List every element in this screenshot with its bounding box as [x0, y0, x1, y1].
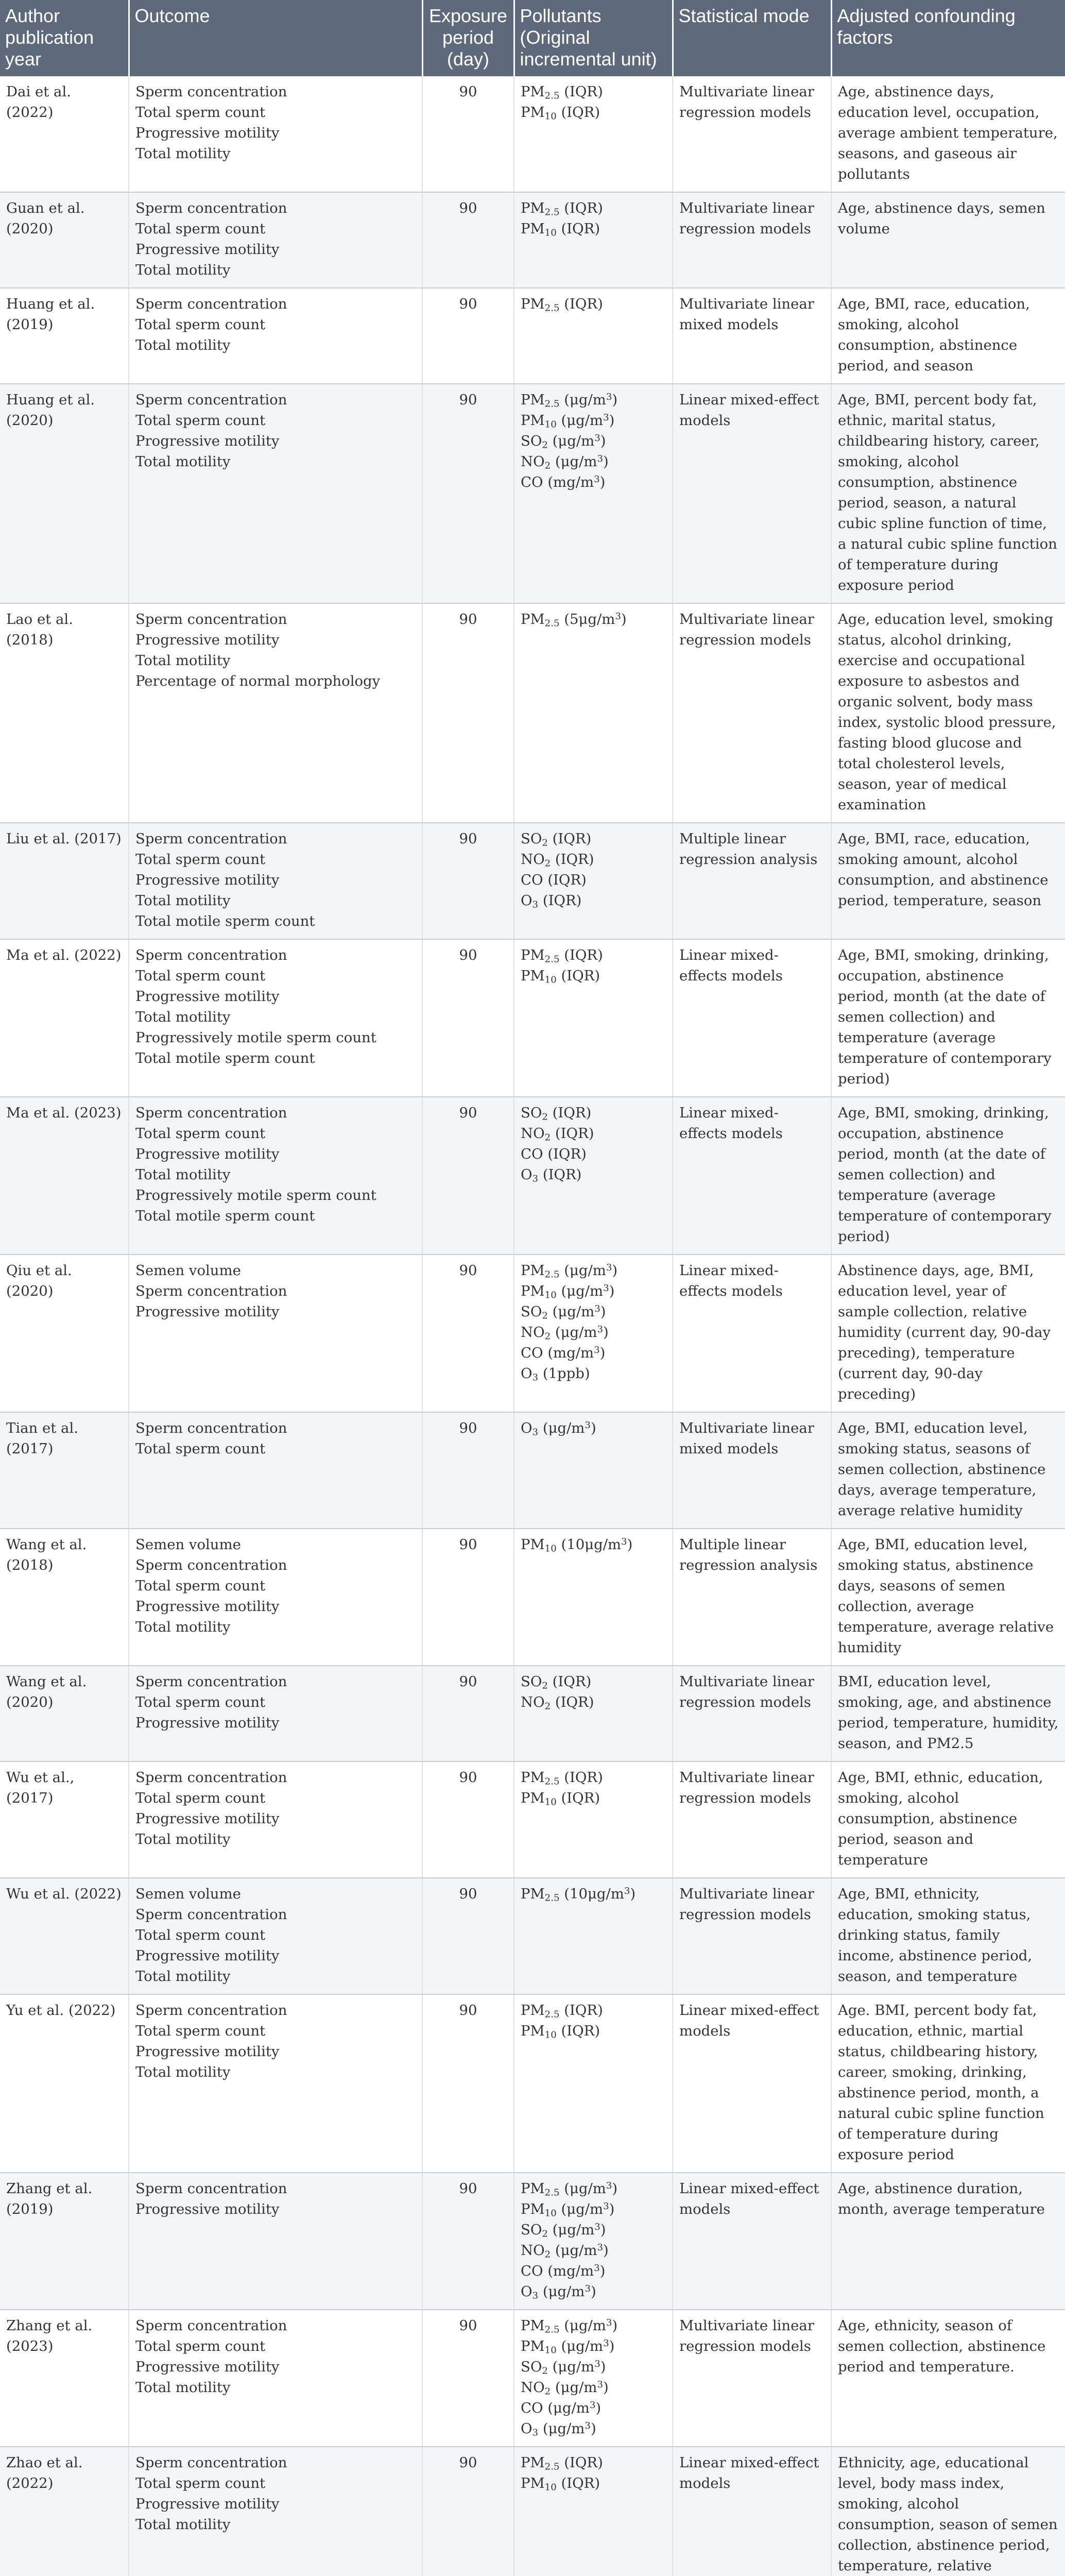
- outcome-item: Total motility: [135, 892, 231, 909]
- outcome-item: Progressive motility: [135, 2359, 280, 2375]
- exposure-period-cell: 90: [422, 76, 514, 192]
- statistical-mode-cell: Linear mixed-effects models: [673, 1097, 831, 1255]
- statistical-mode-cell: Multivariate linear regression models: [673, 1878, 831, 1994]
- pollutant-item: $SO_2$ $(\mu g/m^3)$: [521, 2221, 606, 2240]
- pollutant-item: $PM_{10}$ (IQR): [521, 104, 600, 122]
- statistical-mode-cell: Multivariate linear regression models: [673, 603, 831, 823]
- pollutant-item: $NO_2$ (IQR): [521, 851, 594, 869]
- author-cell: Wang et al. (2018): [0, 1529, 129, 1666]
- exposure-period-cell: 90: [422, 1878, 514, 1994]
- outcome-item: Progressive motility: [135, 1810, 280, 1827]
- pollutants-cell: [514, 192, 673, 288]
- outcome-item: Sperm concentration: [135, 1420, 287, 1436]
- outcome-item: Sperm concentration: [135, 1283, 287, 1299]
- table-header: [0, 0, 1065, 76]
- pollutant-item: $PM_{2.5}$ (IQR): [521, 2454, 603, 2472]
- outcome-item: Total motility: [135, 2516, 231, 2533]
- author-cell: Zhao et al. (2022): [0, 2447, 129, 2576]
- pollutant-item: $PM_{10}$ $(\mu g/m^3)$: [521, 1282, 615, 1301]
- pollutants-cell: [514, 288, 673, 384]
- statistical-mode-cell: Multivariate linear mixed models: [673, 288, 831, 384]
- outcome-item: Total sperm count: [135, 316, 266, 333]
- author-cell: Lao et al. (2018): [0, 603, 129, 823]
- outcome-cell: [129, 288, 422, 384]
- pollutants-cell: [514, 1412, 673, 1529]
- pollutants-cell: [514, 939, 673, 1097]
- pollutant-item: $PM_{2.5}$ (IQR): [521, 200, 603, 218]
- table-row: [0, 1097, 1065, 1255]
- outcome-item: Sperm concentration: [135, 83, 287, 100]
- statistical-mode-cell: Multivariate linear mixed models: [673, 1412, 831, 1529]
- outcome-item: Progressive motility: [135, 2043, 280, 2060]
- table-row: [0, 603, 1065, 823]
- statistical-mode-cell: Linear mixed-effect models: [673, 2447, 831, 2576]
- pollutants-cell: [514, 76, 673, 192]
- pollutant-item: CO $(mg/m^3)$: [521, 2262, 606, 2279]
- outcome-cell: [129, 2447, 422, 2576]
- pollutant-item: $PM_{2.5}$ $(\mu g/m^3)$: [521, 2317, 618, 2335]
- col-header-exposure-period: Exposure period (day): [422, 0, 514, 76]
- author-cell: Huang et al. (2019): [0, 288, 129, 384]
- pollutant-item: $PM_{10}$ $(\mu g/m^3)$: [521, 412, 615, 430]
- outcome-cell: [129, 76, 422, 192]
- outcome-item: Total motile sperm count: [135, 1050, 315, 1066]
- outcome-item: Total motility: [135, 337, 231, 353]
- outcome-item: Total sperm count: [135, 2338, 266, 2354]
- outcome-item: Total motility: [135, 2379, 231, 2396]
- exposure-period-cell: 90: [422, 192, 514, 288]
- pollutant-item: CO $(mg/m^3)$: [521, 1344, 606, 1361]
- author-cell: Zhang et al. (2023): [0, 2310, 129, 2447]
- statistical-mode-cell: Linear mixed-effect models: [673, 2173, 831, 2310]
- col-header-author: Author publication year: [0, 0, 129, 76]
- pollutant-item: $NO_2$ (IQR): [521, 1694, 594, 1712]
- outcome-item: Total sperm count: [135, 968, 266, 984]
- table-row: [0, 76, 1065, 192]
- outcome-item: Progressive motility: [135, 1303, 280, 1320]
- adjusted-factors-cell: BMI, education level, smoking, age, and abstinence period, temperature, humidity, season, and PM2.5: [831, 1666, 1065, 1761]
- table-row: [0, 1412, 1065, 1529]
- outcome-cell: [129, 2173, 422, 2310]
- exposure-period-cell: 90: [422, 1529, 514, 1666]
- outcome-item: Sperm concentration: [135, 2002, 287, 2019]
- pollutant-item: $PM_{2.5}$ $(5\mu g/m^3)$: [521, 611, 627, 629]
- exposure-period-cell: 90: [422, 288, 514, 384]
- table-row: [0, 823, 1065, 939]
- pollutant-item: $SO_2$ (IQR): [521, 1105, 592, 1123]
- pollutant-item: $PM_{2.5}$ $(\mu g/m^3)$: [521, 391, 618, 410]
- statistical-mode-cell: Multiple linear regression analysis: [673, 823, 831, 939]
- outcome-item: Sperm concentration: [135, 831, 287, 847]
- exposure-period-cell: 90: [422, 1994, 514, 2173]
- outcome-cell: [129, 1994, 422, 2173]
- outcome-item: Progressive motility: [135, 632, 280, 648]
- author-cell: Ma et al. (2023): [0, 1097, 129, 1255]
- author-cell: Wang et al. (2020): [0, 1666, 129, 1761]
- author-cell: Dai et al. (2022): [0, 76, 129, 192]
- author-cell: Yu et al. (2022): [0, 1994, 129, 2173]
- outcome-item: Total motility: [135, 1619, 231, 1635]
- outcome-item: Total motility: [135, 262, 231, 278]
- outcome-item: Total sperm count: [135, 412, 266, 429]
- pollutant-item: $PM_{2.5}$ $(\mu g/m^3)$: [521, 2180, 618, 2198]
- outcome-item: Progressive motility: [135, 1947, 280, 1964]
- col-header-pollutants: Pollutants (Original incremental unit): [514, 0, 673, 76]
- exposure-period-cell: 90: [422, 2310, 514, 2447]
- pollutant-item: $PM_{10}$ (IQR): [521, 2023, 600, 2041]
- outcome-item: Sperm concentration: [135, 947, 287, 963]
- outcome-item: Progressive motility: [135, 2201, 280, 2217]
- pollutant-item: $PM_{10}$ (IQR): [521, 2475, 600, 2493]
- outcome-item: Progressive motility: [135, 1146, 280, 1162]
- outcome-item: Total motility: [135, 1166, 231, 1183]
- pollutant-item: $PM_{10}$ (IQR): [521, 221, 600, 239]
- outcome-item: Progressive motility: [135, 125, 280, 141]
- outcome-item: Progressive motility: [135, 872, 280, 888]
- pollutants-cell: [514, 1666, 673, 1761]
- adjusted-factors-cell: Age, ethnicity, season of semen collection, abstinence period and temperature.: [831, 2310, 1065, 2447]
- table-body: [0, 76, 1065, 2576]
- author-cell: Wu et al., (2017): [0, 1761, 129, 1878]
- outcome-item: Total sperm count: [135, 104, 266, 121]
- adjusted-factors-cell: Age, BMI, race, education, smoking, alcohol consumption, abstinence period, and season: [831, 288, 1065, 384]
- pollutant-item: $PM_{2.5}$ (IQR): [521, 83, 603, 101]
- statistical-mode-cell: Linear mixed-effect models: [673, 1994, 831, 2173]
- pollutants-cell: [514, 603, 673, 823]
- adjusted-factors-cell: Age, abstinence days, education level, occupation, average ambient temperature, seasons, and gaseous air pollutants: [831, 76, 1065, 192]
- pollutants-cell: [514, 823, 673, 939]
- adjusted-factors-cell: Age, BMI, ethnicity, education, smoking status, drinking status, family income, abstinence period, season, and temperature: [831, 1878, 1065, 1994]
- outcome-item: Total motility: [135, 1831, 231, 1848]
- adjusted-factors-cell: Age, BMI, education level, smoking status, seasons of semen collection, abstinence days, average temperature, average relative humidity: [831, 1412, 1065, 1529]
- adjusted-factors-cell: Age, BMI, smoking, drinking, occupation, abstinence period, month (at the date of semen collection) and temperature (average temperature of contemporary period): [831, 939, 1065, 1097]
- outcome-item: Sperm concentration: [135, 2317, 287, 2334]
- pollutants-cell: [514, 1761, 673, 1878]
- table-row: [0, 288, 1065, 384]
- pollutant-item: $PM_{10}$ $(\mu g/m^3)$: [521, 2200, 615, 2219]
- outcome-item: Sperm concentration: [135, 296, 287, 312]
- outcome-cell: [129, 1666, 422, 1761]
- pollutant-item: $PM_{2.5}$ (IQR): [521, 1769, 603, 1787]
- table-row: [0, 2173, 1065, 2310]
- pollutants-cell: [514, 2447, 673, 2576]
- outcome-item: Sperm concentration: [135, 1673, 287, 1690]
- col-header-adjusted-factors: Adjusted confounding factors: [831, 0, 1065, 76]
- pollutant-item: $PM_{10}$ (IQR): [521, 1790, 600, 1808]
- author-cell: Guan et al. (2020): [0, 192, 129, 288]
- pollutants-cell: [514, 1878, 673, 1994]
- outcome-cell: [129, 603, 422, 823]
- pollutants-cell: [514, 384, 673, 603]
- adjusted-factors-cell: Age, BMI, smoking, drinking, occupation, abstinence period, month (at the date of semen collection) and temperature (average temperature of contemporary period): [831, 1097, 1065, 1255]
- pollutant-item: $PM_{2.5}$ $(10\mu g/m^3)$: [521, 1885, 636, 1904]
- outcome-cell: [129, 384, 422, 603]
- outcome-item: Semen volume: [135, 1886, 241, 1902]
- exposure-period-cell: 90: [422, 1097, 514, 1255]
- table-row: [0, 1529, 1065, 1666]
- outcome-item: Total sperm count: [135, 221, 266, 237]
- outcome-cell: [129, 1761, 422, 1878]
- col-header-statistical-mode: Statistical mode: [673, 0, 831, 76]
- outcome-cell: [129, 1529, 422, 1666]
- pollutants-cell: [514, 1097, 673, 1255]
- statistical-mode-cell: Multivariate linear regression models: [673, 2310, 831, 2447]
- outcome-item: Total motility: [135, 2064, 231, 2080]
- statistical-mode-cell: Linear mixed-effects models: [673, 939, 831, 1097]
- table-row: [0, 2447, 1065, 2576]
- pollutant-item: CO (IQR): [521, 1146, 587, 1162]
- pollutants-cell: [514, 1529, 673, 1666]
- adjusted-factors-cell: Age, BMI, percent body fat, ethnic, marital status, childbearing history, career, smoking, alcohol consumption, abstinence period, season, a natural cubic spline function of time, a natural cubic spline function of temperature during exposure period: [831, 384, 1065, 603]
- pollutants-cell: [514, 1255, 673, 1412]
- outcome-item: Percentage of normal morphology: [135, 673, 381, 689]
- author-cell: Qiu et al. (2020): [0, 1255, 129, 1412]
- pollutant-item: $PM_{10}$ $(\mu g/m^3)$: [521, 2337, 615, 2356]
- outcome-item: Sperm concentration: [135, 2454, 287, 2471]
- pollutant-item: $O_3$ $(\mu g/m^3)$: [521, 2420, 596, 2438]
- author-cell: Wu et al. (2022): [0, 1878, 129, 1994]
- outcome-item: Total motility: [135, 145, 231, 162]
- pollutant-item: $NO_2$ $(\mu g/m^3)$: [521, 2242, 609, 2260]
- outcome-item: Sperm concentration: [135, 200, 287, 216]
- pollutants-cell: [514, 2173, 673, 2310]
- statistical-mode-cell: Multivariate linear regression models: [673, 1761, 831, 1878]
- adjusted-factors-cell: Age. BMI, percent body fat, education, ethnic, martial status, childbearing history, career, smoking, drinking, abstinence period, month, a natural cubic spline function of temperature during exposure period: [831, 1994, 1065, 2173]
- outcome-item: Sperm concentration: [135, 392, 287, 408]
- table-row: [0, 1994, 1065, 2173]
- outcome-item: Progressive motility: [135, 433, 280, 449]
- outcome-item: Total sperm count: [135, 1578, 266, 1594]
- outcome-item: Total motility: [135, 453, 231, 470]
- outcome-cell: [129, 1878, 422, 1994]
- outcome-item: Progressively motile sperm count: [135, 1029, 376, 1046]
- pollutant-item: $SO_2$ $(\mu g/m^3)$: [521, 1303, 606, 1321]
- outcome-item: Total sperm count: [135, 2475, 266, 2492]
- pollutant-item: $PM_{2.5}$ (IQR): [521, 947, 603, 965]
- outcome-item: Sperm concentration: [135, 1557, 287, 1573]
- outcome-item: Total motile sperm count: [135, 1208, 315, 1224]
- statistical-mode-cell: Linear mixed-effects models: [673, 1255, 831, 1412]
- outcome-cell: [129, 939, 422, 1097]
- pollutant-item: $NO_2$ $(\mu g/m^3)$: [521, 453, 609, 471]
- pollutant-item: $PM_{2.5}$ (IQR): [521, 2002, 603, 2020]
- adjusted-factors-cell: Ethnicity, age, educational level, body mass index, smoking, alcohol consumption, season of semen collection, abstinence period, temperature, relative: [831, 2447, 1065, 2576]
- outcome-item: Progressive motility: [135, 1715, 280, 1731]
- pollutant-item: $SO_2$ $(\mu g/m^3)$: [521, 432, 606, 451]
- adjusted-factors-cell: Age, abstinence duration, month, average temperature: [831, 2173, 1065, 2310]
- author-cell: Liu et al. (2017): [0, 823, 129, 939]
- statistical-mode-cell: Multiple linear regression analysis: [673, 1529, 831, 1666]
- outcome-item: Total sperm count: [135, 1694, 266, 1710]
- outcome-item: Progressively motile sperm count: [135, 1187, 376, 1204]
- pollutant-item: $O_3$ (1ppb): [521, 1365, 590, 1383]
- pollutant-item: $PM_{10}$ (IQR): [521, 968, 600, 986]
- author-cell: Zhang et al. (2019): [0, 2173, 129, 2310]
- outcome-item: Total sperm count: [135, 1440, 266, 1457]
- adjusted-factors-cell: Age, BMI, education level, smoking status, abstinence days, seasons of semen collection, average temperature, average relative humidity: [831, 1529, 1065, 1666]
- statistical-mode-cell: Multivariate linear regression models: [673, 192, 831, 288]
- pollutant-item: $PM_{10}$ $(10\mu g/m^3)$: [521, 1536, 633, 1554]
- outcome-item: Total sperm count: [135, 851, 266, 868]
- pollutant-item: $O_3$ $(\mu g/m^3)$: [521, 2283, 596, 2301]
- table-row: [0, 192, 1065, 288]
- outcome-item: Semen volume: [135, 1262, 241, 1279]
- pollutant-item: CO $(\mu g/m^3)$: [521, 2399, 602, 2416]
- table-row: [0, 1878, 1065, 1994]
- outcome-item: Sperm concentration: [135, 611, 287, 628]
- exposure-period-cell: 90: [422, 2447, 514, 2576]
- adjusted-factors-cell: Age, BMI, race, education, smoking amount, alcohol consumption, and abstinence period, temperature, season: [831, 823, 1065, 939]
- pollutants-cell: [514, 2310, 673, 2447]
- outcome-item: Sperm concentration: [135, 1906, 287, 1923]
- outcome-item: Sperm concentration: [135, 1769, 287, 1786]
- adjusted-factors-cell: Age, education level, smoking status, alcohol drinking, exercise and occupational exposure to asbestos and organic solvent, body mass index, systolic blood pressure, fasting blood glucose and total cholesterol levels, season, year of medical examination: [831, 603, 1065, 823]
- adjusted-factors-cell: Abstinence days, age, BMI, education level, year of sample collection, relative humidity (current day, 90-day preceding), temperature (current day, 90-day preceding): [831, 1255, 1065, 1412]
- pollutant-item: $O_3$ (IQR): [521, 1166, 582, 1184]
- author-cell: Ma et al. (2022): [0, 939, 129, 1097]
- outcome-item: Progressive motility: [135, 241, 280, 258]
- outcome-item: Progressive motility: [135, 1598, 280, 1615]
- statistical-mode-cell: Multivariate linear regression models: [673, 1666, 831, 1761]
- statistical-mode-cell: Linear mixed-effect models: [673, 384, 831, 603]
- outcome-item: Total sperm count: [135, 1125, 266, 1142]
- outcome-item: Total motile sperm count: [135, 913, 315, 929]
- exposure-period-cell: 90: [422, 939, 514, 1097]
- exposure-period-cell: 90: [422, 2173, 514, 2310]
- statistical-mode-cell: Multivariate linear regression models: [673, 76, 831, 192]
- table-row: [0, 1761, 1065, 1878]
- pollutant-item: $SO_2$ $(\mu g/m^3)$: [521, 2358, 606, 2377]
- outcome-cell: [129, 1412, 422, 1529]
- outcome-cell: [129, 823, 422, 939]
- table-row: [0, 2310, 1065, 2447]
- col-header-outcome: Outcome: [129, 0, 422, 76]
- table-row: [0, 384, 1065, 603]
- outcome-item: Total motility: [135, 652, 231, 669]
- outcome-item: Sperm concentration: [135, 2180, 287, 2197]
- pollutant-item: CO (IQR): [521, 872, 587, 888]
- adjusted-factors-cell: Age, abstinence days, semen volume: [831, 192, 1065, 288]
- exposure-period-cell: 90: [422, 1666, 514, 1761]
- exposure-period-cell: 90: [422, 1761, 514, 1878]
- outcome-item: Total sperm count: [135, 1927, 266, 1943]
- outcome-cell: [129, 1255, 422, 1412]
- author-cell: Huang et al. (2020): [0, 384, 129, 603]
- outcome-item: Total sperm count: [135, 2023, 266, 2039]
- outcome-cell: [129, 192, 422, 288]
- pollutant-item: $PM_{2.5}$ $(\mu g/m^3)$: [521, 1262, 618, 1280]
- pollutant-item: $SO_2$ (IQR): [521, 831, 592, 849]
- table-row: [0, 1666, 1065, 1761]
- exposure-period-cell: 90: [422, 823, 514, 939]
- exposure-period-cell: 90: [422, 1412, 514, 1529]
- outcome-item: Total motility: [135, 1009, 231, 1025]
- outcome-item: Total sperm count: [135, 1790, 266, 1806]
- exposure-period-cell: 90: [422, 1255, 514, 1412]
- author-cell: Tian et al. (2017): [0, 1412, 129, 1529]
- pollutant-item: $PM_{2.5}$ (IQR): [521, 296, 603, 314]
- pollutant-item: $O_3$ $(\mu g/m^3)$: [521, 1419, 596, 1438]
- exposure-period-cell: 90: [422, 603, 514, 823]
- pollutant-item: $NO_2$ (IQR): [521, 1125, 594, 1143]
- outcome-item: Progressive motility: [135, 988, 280, 1005]
- outcome-cell: [129, 2310, 422, 2447]
- outcome-item: Total motility: [135, 1968, 231, 1985]
- outcome-item: Progressive motility: [135, 2496, 280, 2512]
- table-row: [0, 939, 1065, 1097]
- pollutant-item: $O_3$ (IQR): [521, 892, 582, 910]
- pollutant-item: $NO_2$ $(\mu g/m^3)$: [521, 2379, 609, 2397]
- outcome-item: Semen volume: [135, 1536, 241, 1553]
- pollutants-cell: [514, 1994, 673, 2173]
- table-row: [0, 1255, 1065, 1412]
- outcome-item: Sperm concentration: [135, 1105, 287, 1121]
- exposure-period-cell: 90: [422, 384, 514, 603]
- pollutant-item: CO $(mg/m^3)$: [521, 473, 606, 490]
- pollutant-item: $NO_2$ $(\mu g/m^3)$: [521, 1324, 609, 1342]
- outcome-cell: [129, 1097, 422, 1255]
- pollutant-item: $SO_2$ (IQR): [521, 1673, 592, 1691]
- adjusted-factors-cell: Age, BMI, ethnic, education, smoking, alcohol consumption, abstinence period, season and temperature: [831, 1761, 1065, 1878]
